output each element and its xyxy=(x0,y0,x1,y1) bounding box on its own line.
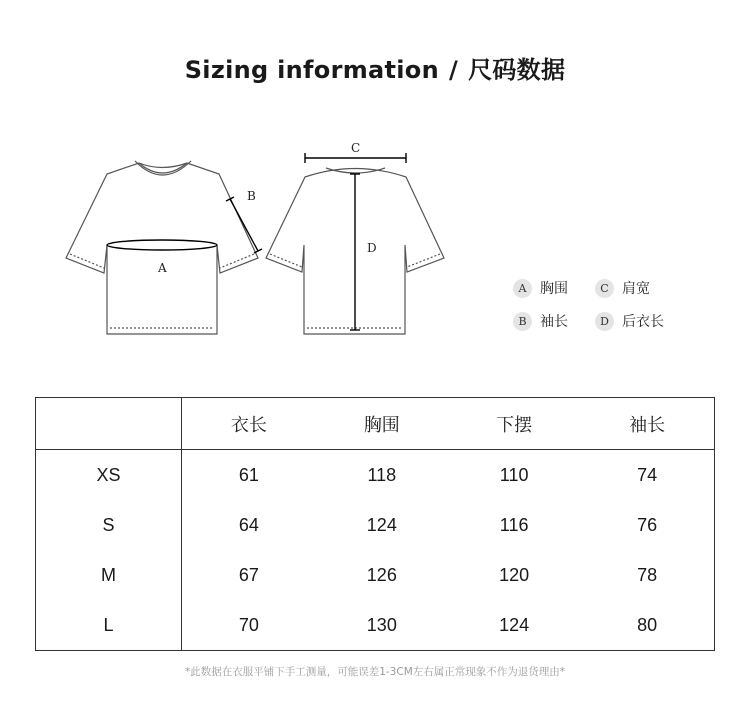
title-english: Sizing information xyxy=(184,56,439,84)
table-cell: 120 xyxy=(499,564,530,585)
header-cell-sleeve: 袖长 xyxy=(580,398,714,450)
size-cell: L xyxy=(36,600,182,651)
table-cell: 110 xyxy=(499,464,529,485)
table-cell: 70 xyxy=(238,614,259,635)
header-cell-size xyxy=(36,398,182,450)
title-chinese: 尺码数据 xyxy=(468,56,566,84)
table-cell: 130 xyxy=(366,614,397,635)
legend-badge-b: B xyxy=(513,312,532,331)
legend-label-back-length: 后衣长 xyxy=(622,314,664,330)
legend-label-sleeve: 袖长 xyxy=(540,314,568,330)
table-header-row xyxy=(36,398,715,450)
table-cell: 118 xyxy=(367,464,397,485)
table-cell: 67 xyxy=(238,564,259,585)
label-a: A xyxy=(158,261,167,275)
header-cell-length: 衣长 xyxy=(182,398,316,450)
table-row xyxy=(36,500,715,550)
size-cell: XS xyxy=(36,450,182,501)
page-title xyxy=(0,50,750,85)
size-cell: M xyxy=(36,550,182,600)
legend-label-chest: 胸围 xyxy=(540,281,568,297)
table-cell: 64 xyxy=(238,514,259,535)
header-cell-hem: 下摆 xyxy=(448,398,580,450)
table-cell: 80 xyxy=(637,614,658,635)
legend-badge-d: D xyxy=(595,312,614,331)
legend-item-d xyxy=(595,311,664,331)
title-separator: / xyxy=(449,56,459,84)
measurement-legend xyxy=(513,278,713,338)
table-cell: 74 xyxy=(637,464,658,485)
legend-badge-c: C xyxy=(595,279,614,298)
table-cell: 78 xyxy=(637,564,658,585)
legend-item-a xyxy=(513,278,568,298)
label-b: B xyxy=(247,189,256,203)
front-tshirt xyxy=(66,161,258,334)
table-cell: 124 xyxy=(366,514,397,535)
label-c: C xyxy=(351,141,361,155)
table-cell: 124 xyxy=(499,614,530,635)
table-cell: 76 xyxy=(637,514,658,535)
legend-item-c xyxy=(595,278,650,298)
size-cell: S xyxy=(36,500,182,550)
size-table xyxy=(35,397,715,651)
table-cell: 126 xyxy=(366,564,397,585)
table-cell: 61 xyxy=(238,464,259,485)
table-row xyxy=(36,450,715,501)
header-cell-chest: 胸围 xyxy=(316,398,448,450)
table-cell: 116 xyxy=(499,514,529,535)
legend-badge-a: A xyxy=(513,279,532,298)
measurement-footnote: *此数据在衣服平铺下手工测量，可能误差1-3CM左右属正常现象不作为退货理由* xyxy=(184,666,566,678)
legend-label-shoulder: 肩宽 xyxy=(622,281,650,297)
table-row xyxy=(36,550,715,600)
table-row xyxy=(36,600,715,651)
legend-item-b xyxy=(513,311,568,331)
label-d: D xyxy=(367,241,377,255)
